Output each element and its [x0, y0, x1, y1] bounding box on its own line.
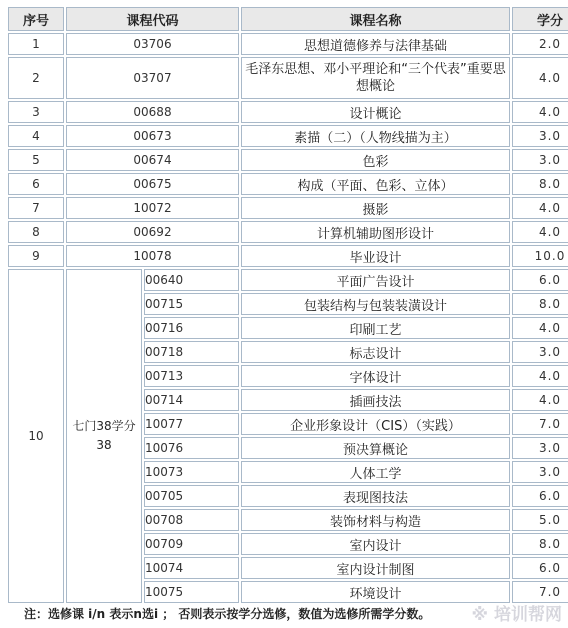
cell-name: 思想道德修养与法律基础: [241, 33, 510, 55]
table-row: [8, 33, 568, 55]
cell-name: 插画技法: [241, 389, 510, 411]
cell-credit: 2.0: [512, 33, 568, 55]
cell-name: 企业形象设计（CIS）（实践）: [241, 413, 510, 435]
cell-credit: 3.0: [512, 461, 568, 483]
cell-seq: 3: [8, 101, 64, 123]
cell-code: 00688: [66, 101, 239, 123]
table-row: [8, 173, 568, 195]
watermark-logo: ※ 培训帮网: [471, 605, 562, 625]
cell-code: 00713: [144, 365, 239, 387]
cell-code: 10075: [144, 581, 239, 603]
cell-code: 00674: [66, 149, 239, 171]
cell-code: 03706: [66, 33, 239, 55]
cell-name: 印刷工艺: [241, 317, 510, 339]
cell-code: 10076: [144, 437, 239, 459]
cell-seq: 7: [8, 197, 64, 219]
cell-code: 00675: [66, 173, 239, 195]
cell-code: 00640: [144, 269, 239, 291]
cell-seq: 1: [8, 33, 64, 55]
cell-name: 包装结构与包装装潢设计: [241, 293, 510, 315]
cell-name: 平面广告设计: [241, 269, 510, 291]
table-row: [8, 149, 568, 171]
cell-name: 摄影: [241, 197, 510, 219]
cell-code: 00705: [144, 485, 239, 507]
cell-name: 毛泽东思想、邓小平理论和“三个代表”重要思想概论: [241, 57, 510, 99]
cell-code: 10074: [144, 557, 239, 579]
cell-credit: 4.0: [512, 389, 568, 411]
elective-group-label: 七门38学分: [72, 419, 136, 433]
cell-credit: 4.0: [512, 57, 568, 99]
table-row: [8, 221, 568, 243]
course-table: [6, 5, 568, 605]
cell-credit: 3.0: [512, 149, 568, 171]
cell-code: 10072: [66, 197, 239, 219]
cell-credit: 6.0: [512, 485, 568, 507]
header-name: 课程名称: [241, 7, 510, 31]
cell-seq: 6: [8, 173, 64, 195]
cell-code: 00715: [144, 293, 239, 315]
cell-code: 10073: [144, 461, 239, 483]
cell-seq: 4: [8, 125, 64, 147]
cell-name: 字体设计: [241, 365, 510, 387]
cell-name: 毕业设计: [241, 245, 510, 267]
cell-credit: 6.0: [512, 269, 568, 291]
cell-name: 室内设计: [241, 533, 510, 555]
cell-seq: 2: [8, 57, 64, 99]
cell-credit: 3.0: [512, 437, 568, 459]
cell-name: 素描（二）（人物线描为主）: [241, 125, 510, 147]
cell-credit: 7.0: [512, 581, 568, 603]
cell-credit: 4.0: [512, 317, 568, 339]
cell-credit: 10.0: [512, 245, 568, 267]
cell-code: 10077: [144, 413, 239, 435]
cell-name: 表现图技法: [241, 485, 510, 507]
cell-credit: 3.0: [512, 341, 568, 363]
cell-credit: 8.0: [512, 533, 568, 555]
cell-credit: 4.0: [512, 221, 568, 243]
cell-credit: 5.0: [512, 509, 568, 531]
header-seq: 序号: [8, 7, 64, 31]
table-row: [8, 101, 568, 123]
elective-row: [8, 269, 568, 291]
cell-name: 装饰材料与构造: [241, 509, 510, 531]
cell-seq-elective: 10: [8, 269, 64, 603]
cell-code: 00708: [144, 509, 239, 531]
table-row: [8, 57, 568, 99]
cell-name: 构成（平面、色彩、立体）: [241, 173, 510, 195]
table-row: [8, 197, 568, 219]
cell-code: 00673: [66, 125, 239, 147]
elective-group-cell: [66, 269, 142, 603]
table-header-row: [8, 7, 568, 31]
cell-name: 设计概论: [241, 101, 510, 123]
cell-code: 00709: [144, 533, 239, 555]
cell-code: 00692: [66, 221, 239, 243]
cell-code: 00714: [144, 389, 239, 411]
header-code: 课程代码: [66, 7, 239, 31]
cell-code: 00716: [144, 317, 239, 339]
cell-name: 色彩: [241, 149, 510, 171]
cell-credit: 4.0: [512, 101, 568, 123]
table-row: [8, 245, 568, 267]
cell-name: 室内设计制图: [241, 557, 510, 579]
cell-name: 计算机辅助图形设计: [241, 221, 510, 243]
cell-credit: 4.0: [512, 197, 568, 219]
header-credit: 学分: [512, 7, 568, 31]
cell-credit: 8.0: [512, 173, 568, 195]
cell-credit: 4.0: [512, 365, 568, 387]
cell-credit: 6.0: [512, 557, 568, 579]
cell-credit: 3.0: [512, 125, 568, 147]
elective-group-credits: 38: [96, 438, 112, 452]
cell-code: 10078: [66, 245, 239, 267]
cell-name: 环境设计: [241, 581, 510, 603]
cell-credit: 7.0: [512, 413, 568, 435]
footnote: 注：选修课 i/n 表示n选i ； 否则表示按学分选修，数值为选修所需学分数。: [24, 607, 431, 621]
cell-name: 预决算概论: [241, 437, 510, 459]
cell-credit: 8.0: [512, 293, 568, 315]
cell-code: 03707: [66, 57, 239, 99]
cell-seq: 9: [8, 245, 64, 267]
cell-name: 标志设计: [241, 341, 510, 363]
cell-seq: 5: [8, 149, 64, 171]
cell-code: 00718: [144, 341, 239, 363]
cell-name: 人体工学: [241, 461, 510, 483]
table-row: [8, 125, 568, 147]
cell-seq: 8: [8, 221, 64, 243]
